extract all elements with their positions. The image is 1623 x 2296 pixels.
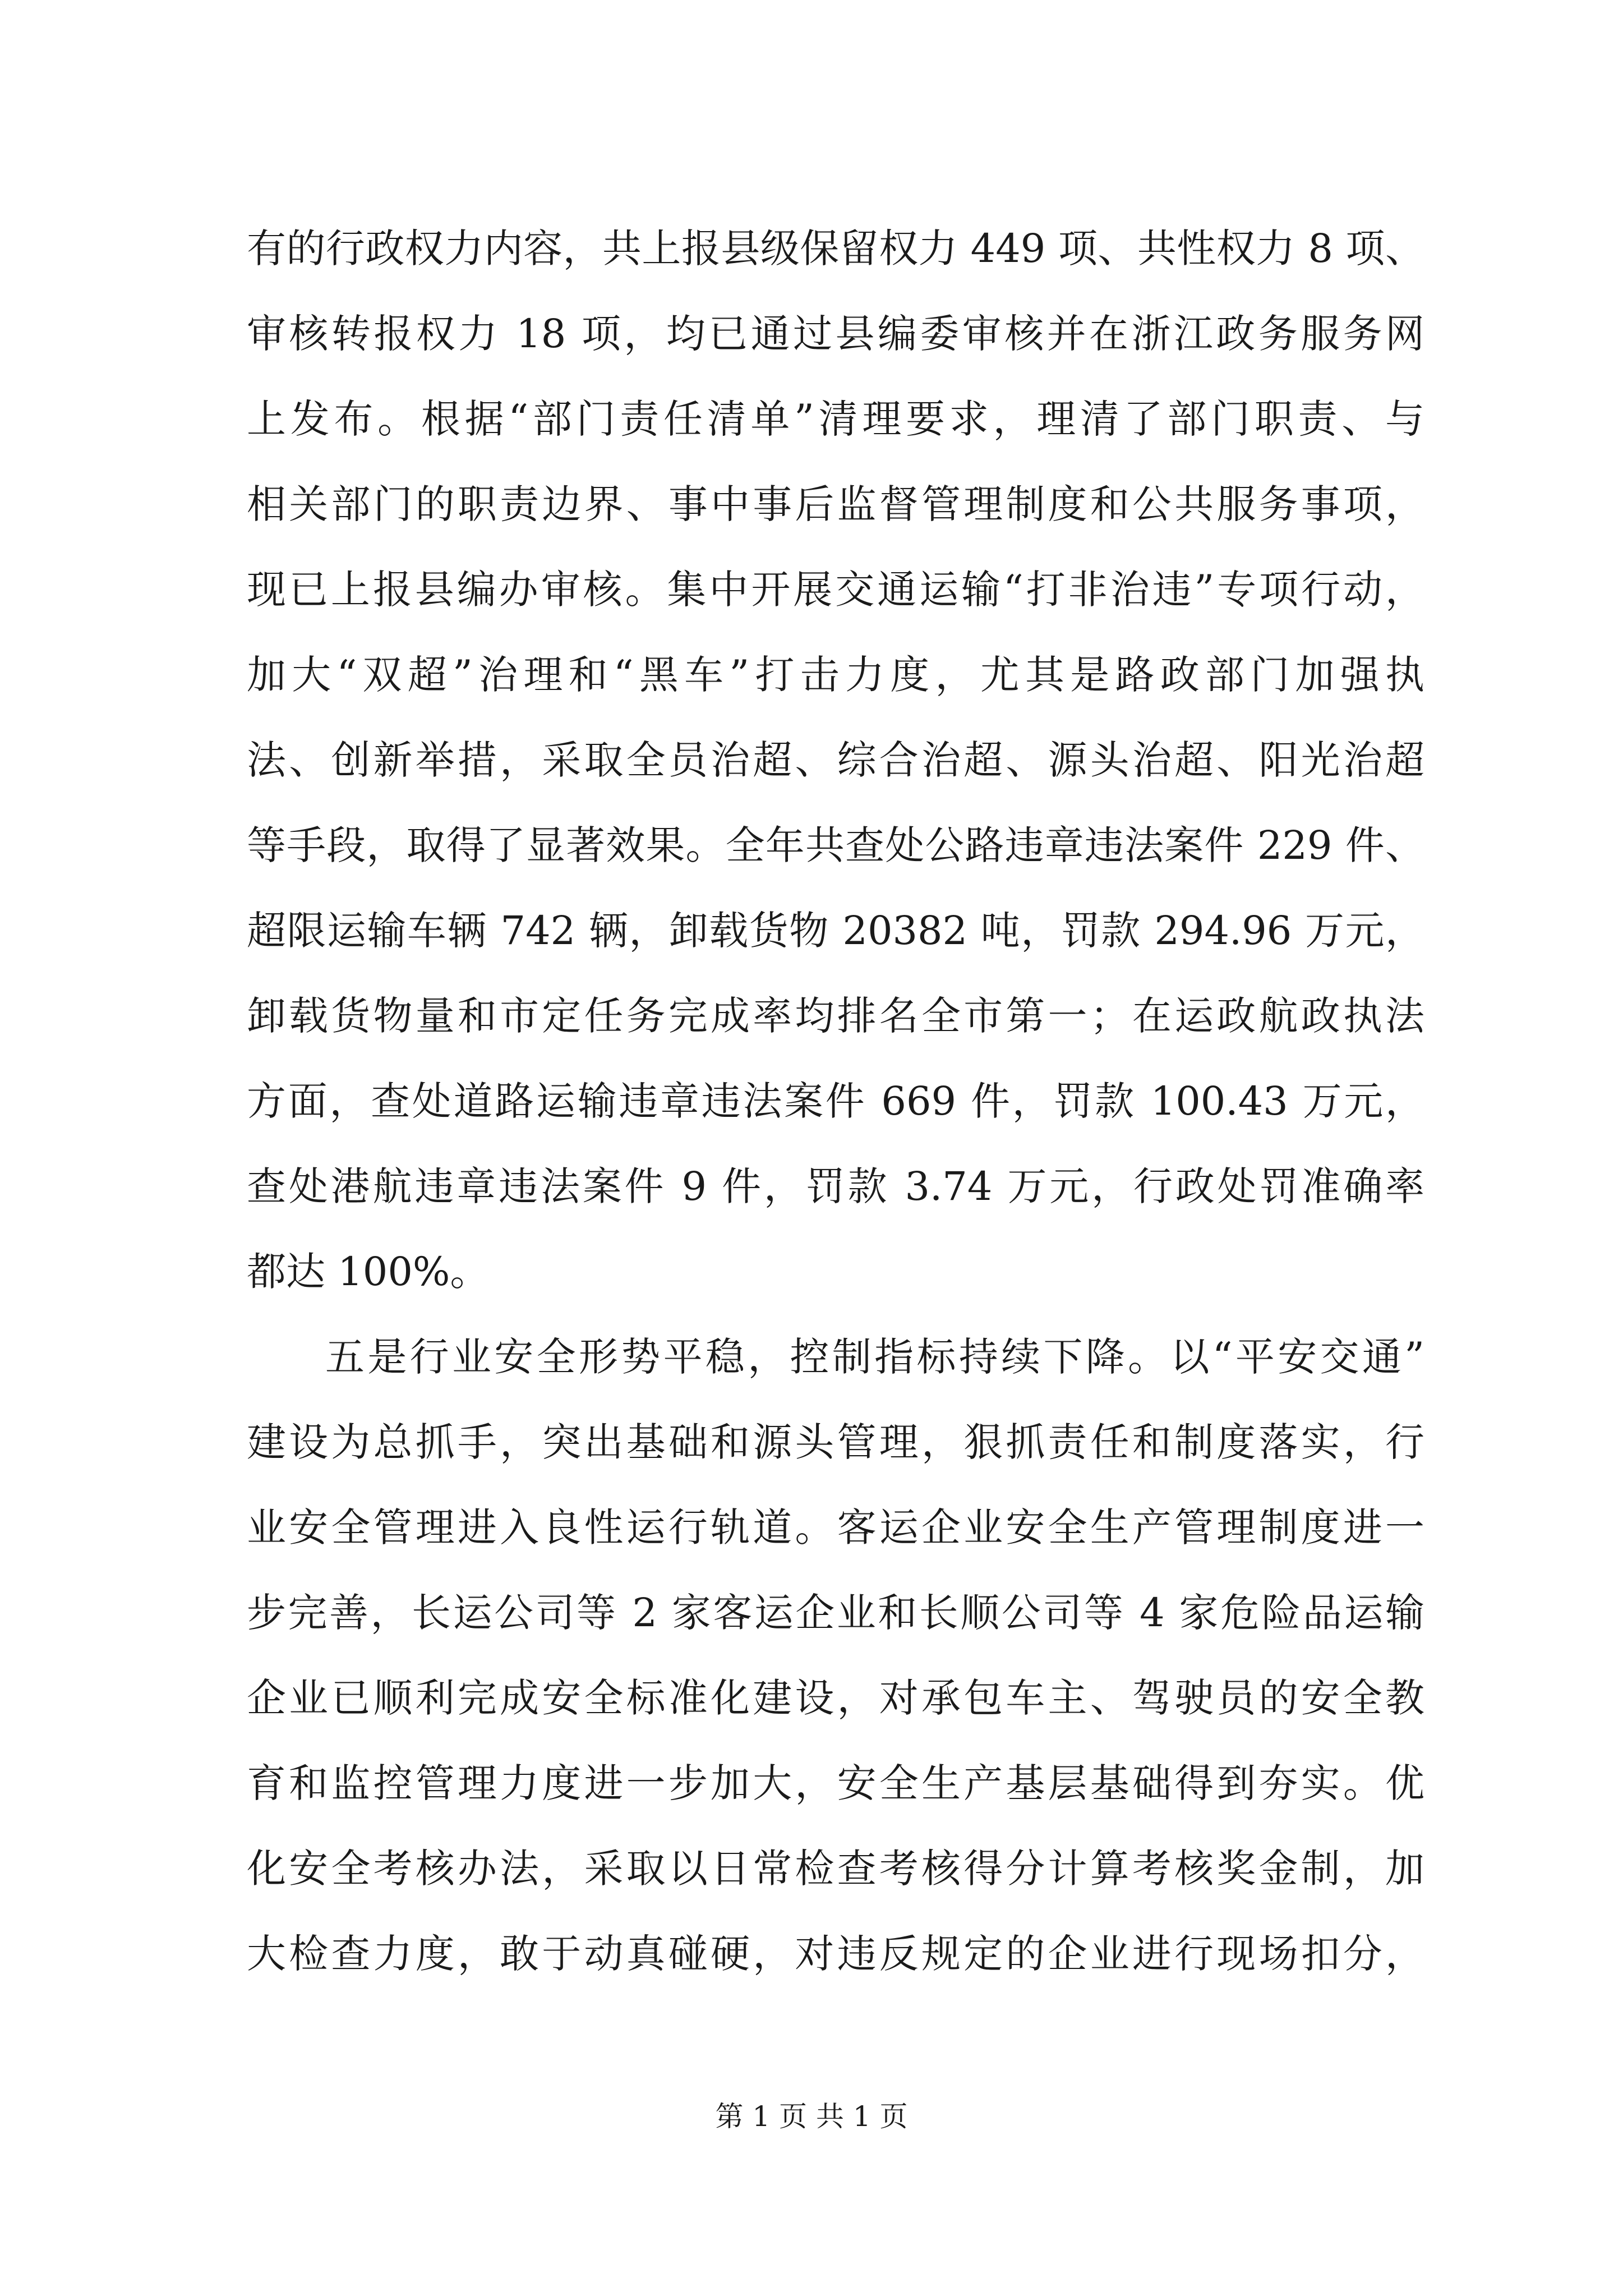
text-line: 查处港航违章违法案件 9 件，罚款 3.74 万元，行政处罚准确率 bbox=[247, 1163, 1424, 1209]
text-line: 化安全考核办法，采取以日常检查考核得分计算考核奖金制，加 bbox=[247, 1846, 1424, 1892]
text-line: 大检查力度，敢于动真碰硬，对违反规定的企业进行现场扣分， bbox=[247, 1931, 1424, 1977]
text-line: 有的行政权力内容，共上报县级保留权力 449 项、共性权力 8 项、 bbox=[247, 226, 1424, 272]
text-line-last: 都达 100%。 bbox=[247, 1249, 490, 1295]
text-line: 相关部门的职责边界、事中事后监督管理制度和公共服务事项， bbox=[247, 481, 1424, 527]
text-line: 法、创新举措，采取全员治超、综合治超、源头治超、阳光治超 bbox=[247, 737, 1424, 783]
text-line: 建设为总抓手，突出基础和源头管理，狠抓责任和制度落实，行 bbox=[247, 1419, 1424, 1465]
text-line: 加大“双超”治理和“黑车”打击力度，尤其是路政部门加强执 bbox=[247, 652, 1424, 698]
text-line: 等手段，取得了显著效果。全年共查处公路违章违法案件 229 件、 bbox=[247, 822, 1424, 868]
text-line: 步完善，长运公司等 2 家客运企业和长顺公司等 4 家危险品运输 bbox=[247, 1590, 1424, 1636]
page-footer: 第 1 页 共 1 页 bbox=[715, 2100, 908, 2133]
text-line: 审核转报权力 18 项，均已通过县编委审核并在浙江政务服务网 bbox=[247, 311, 1424, 357]
text-line: 卸载货物量和市定任务完成率均排名全市第一；在运政航政执法 bbox=[247, 993, 1424, 1039]
text-line: 超限运输车辆 742 辆，卸载货物 20382 吨，罚款 294.96 万元， bbox=[247, 908, 1424, 954]
text-line: 业安全管理进入良性运行轨道。客运企业安全生产管理制度进一 bbox=[247, 1504, 1424, 1550]
text-line: 上发布。根据“部门责任清单”清理要求，理清了部门职责、与 bbox=[247, 396, 1424, 442]
text-line: 方面，查处道路运输违章违法案件 669 件，罚款 100.43 万元， bbox=[247, 1078, 1424, 1124]
paragraph-first-line: 五是行业安全形势平稳，控制指标持续下降。以“平安交通” bbox=[325, 1334, 1424, 1380]
text-line: 现已上报县编办审核。集中开展交通运输“打非治违”专项行动， bbox=[247, 567, 1424, 613]
text-line: 企业已顺利完成安全标准化建设，对承包车主、驾驶员的安全教 bbox=[247, 1675, 1424, 1721]
text-line: 育和监控管理力度进一步加大，安全生产基层基础得到夯实。优 bbox=[247, 1760, 1424, 1806]
